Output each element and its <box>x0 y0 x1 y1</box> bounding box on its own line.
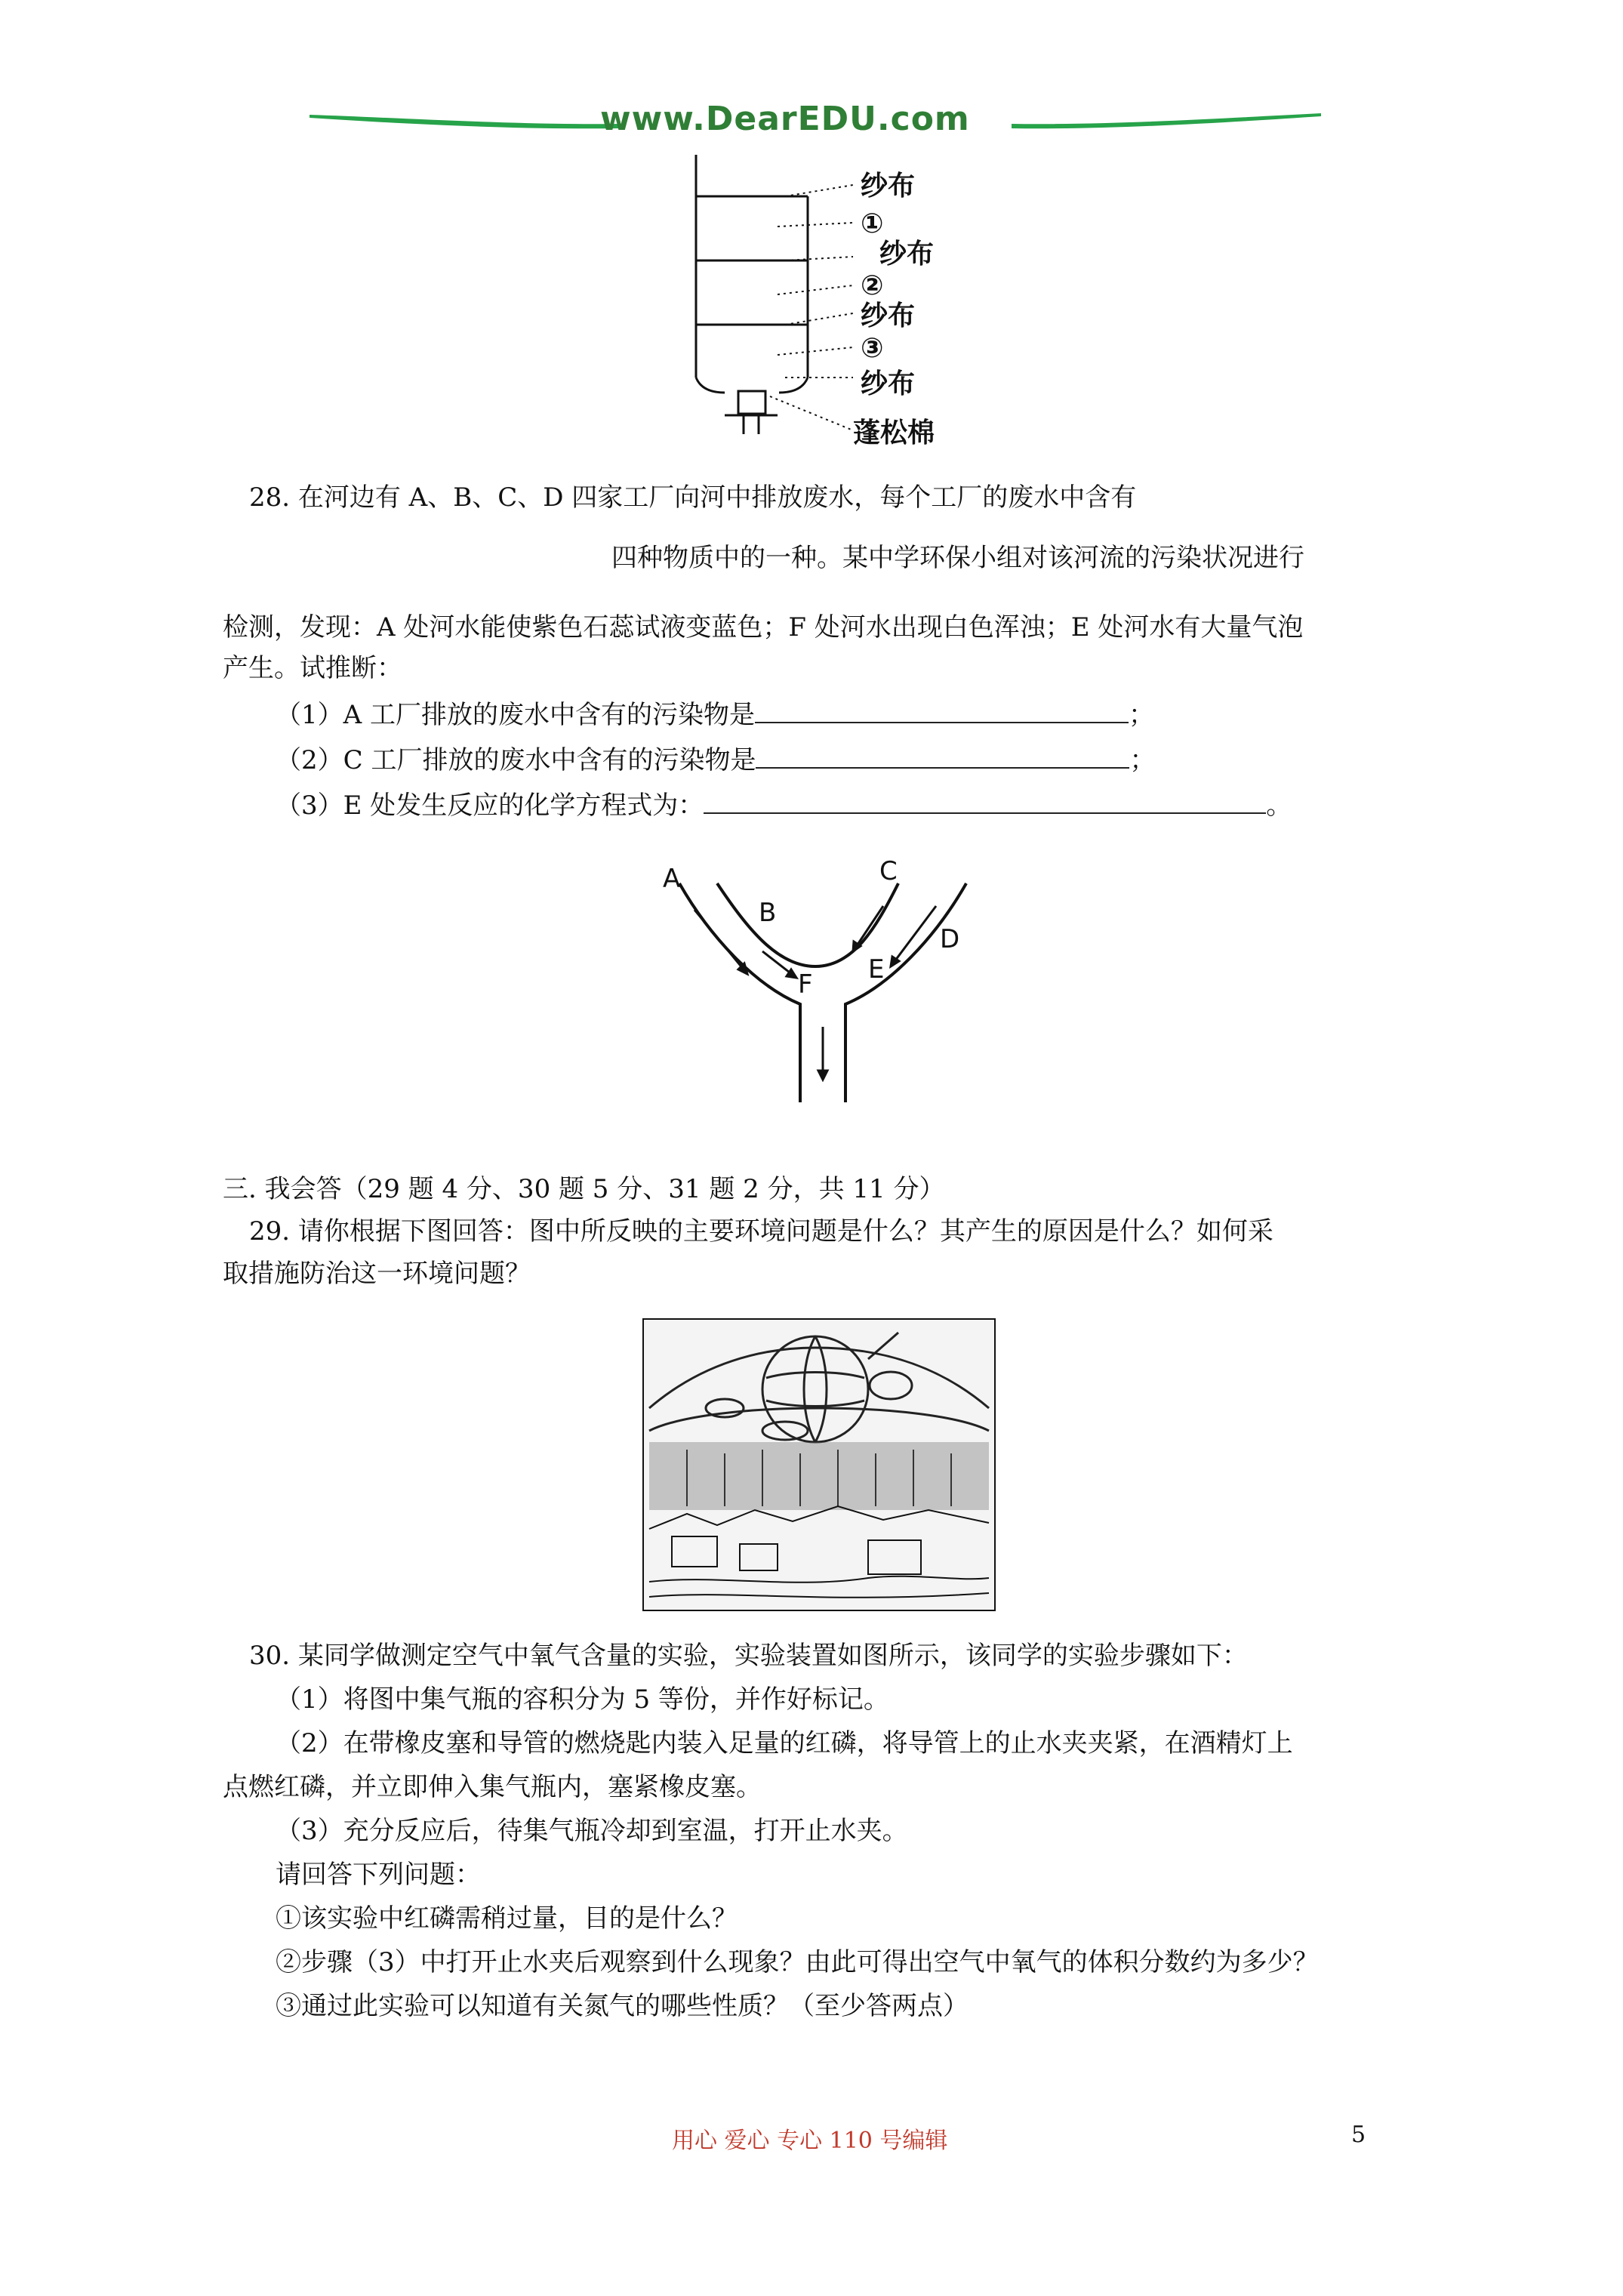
page-number: 5 <box>1351 2122 1366 2148</box>
q30-step2a: （2）在带橡皮塞和导管的燃烧匙内装入足量的红磷，将导管上的止水夹夹紧，在酒精灯上 <box>276 1728 1293 1758</box>
q28-sub2 <box>276 743 1155 778</box>
q28-sub3-text: （3）E 处发生反应的化学方程式为： <box>276 791 704 821</box>
filter-label-gauze-1: 纱布 <box>861 171 916 202</box>
q28-answer-blank-2[interactable] <box>756 743 1129 769</box>
pollution-illustration <box>642 1318 996 1612</box>
q30-ask: 请回答下列问题： <box>276 1860 481 1890</box>
q28-answer-blank-1[interactable] <box>755 698 1129 723</box>
filter-drawing <box>672 151 989 453</box>
q28-sub3-end: 。 <box>1266 791 1292 821</box>
filter-figure <box>672 151 989 453</box>
q30-line1: 30. 某同学做测定空气中氧气含量的实验，实验装置如图所示，该同学的实验步骤如下： <box>249 1641 1248 1671</box>
q28-sub3 <box>276 788 1292 823</box>
q30-question-3: ③通过此实验可以知道有关氮气的哪些性质？（至少答两点） <box>276 1991 969 2021</box>
q30-step2b: 点燃红磷，并立即伸入集气瓶内，塞紧橡皮塞。 <box>223 1772 762 1802</box>
q28-line3: 检测，发现：A 处河水能使紫色石蕊试液变蓝色；F 处河水出现白色浑浊；E 处河水有大量气泡 <box>223 612 1304 643</box>
filter-label-gauze-3: 纱布 <box>861 300 916 331</box>
q30-step1: （1）将图中集气瓶的容积分为 5 等份，并作好标记。 <box>276 1684 889 1715</box>
filter-label-gauze-2: 纱布 <box>879 239 935 270</box>
q30-step3: （3）充分反应后，待集气瓶冷却到室温，打开止水夹。 <box>276 1816 908 1846</box>
q28-answer-blank-3[interactable] <box>704 788 1266 814</box>
river-drawing <box>649 853 996 1102</box>
q28-line1: 28. 在河边有 A、B、C、D 四家工厂向河中排放废水，每个工厂的废水中含有 <box>249 482 1137 513</box>
river-label-c: C <box>879 856 898 886</box>
river-label-f: F <box>798 969 813 1000</box>
filter-label-gauze-4: 纱布 <box>861 368 916 399</box>
filter-label-2: ② <box>861 270 884 301</box>
river-label-d: D <box>940 924 960 954</box>
footer-text: 用心 爱心 专心 110 号编辑 <box>672 2128 948 2154</box>
river-label-a: A <box>663 864 681 894</box>
river-label-e: E <box>868 954 885 985</box>
pollution-drawing <box>642 1318 996 1612</box>
q30-question-1: ①该实验中红磷需稍过量，目的是什么？ <box>276 1903 738 1934</box>
q28-line2: 四种物质中的一种。某中学环保小组对该河流的污染状况进行 <box>611 543 1304 573</box>
filter-label-cotton: 蓬松棉 <box>853 418 935 448</box>
q28-sub1 <box>276 698 1154 732</box>
q29-line1: 29. 请你根据下图回答：图中所反映的主要环境问题是什么？其产生的原因是什么？如何采 <box>249 1216 1273 1247</box>
q28-sub1-text: （1）A 工厂排放的废水中含有的污染物是 <box>276 700 755 730</box>
header-site: www.DearEDU.com <box>600 100 970 138</box>
filter-label-3: ③ <box>861 333 884 364</box>
section3-title: 三. 我会答（29 题 4 分、30 题 5 分、31 题 2 分，共 11 分） <box>223 1174 945 1204</box>
river-label-b: B <box>759 898 777 928</box>
q28-sub2-text: （2）C 工厂排放的废水中含有的污染物是 <box>276 745 756 775</box>
river-figure <box>649 853 996 1102</box>
header-banner <box>310 98 1321 143</box>
q28-line4: 产生。试推断： <box>223 653 402 683</box>
q29-line2: 取措施防治这一环境问题？ <box>223 1259 531 1289</box>
q28-sub2-end: ； <box>1129 745 1156 775</box>
filter-label-1: ① <box>861 208 884 239</box>
q30-question-2: ②步骤（3）中打开止水夹后观察到什么现象？由此可得出空气中氧气的体积分数约为多少？ <box>276 1947 1319 1977</box>
q28-sub1-end: ； <box>1129 700 1154 730</box>
